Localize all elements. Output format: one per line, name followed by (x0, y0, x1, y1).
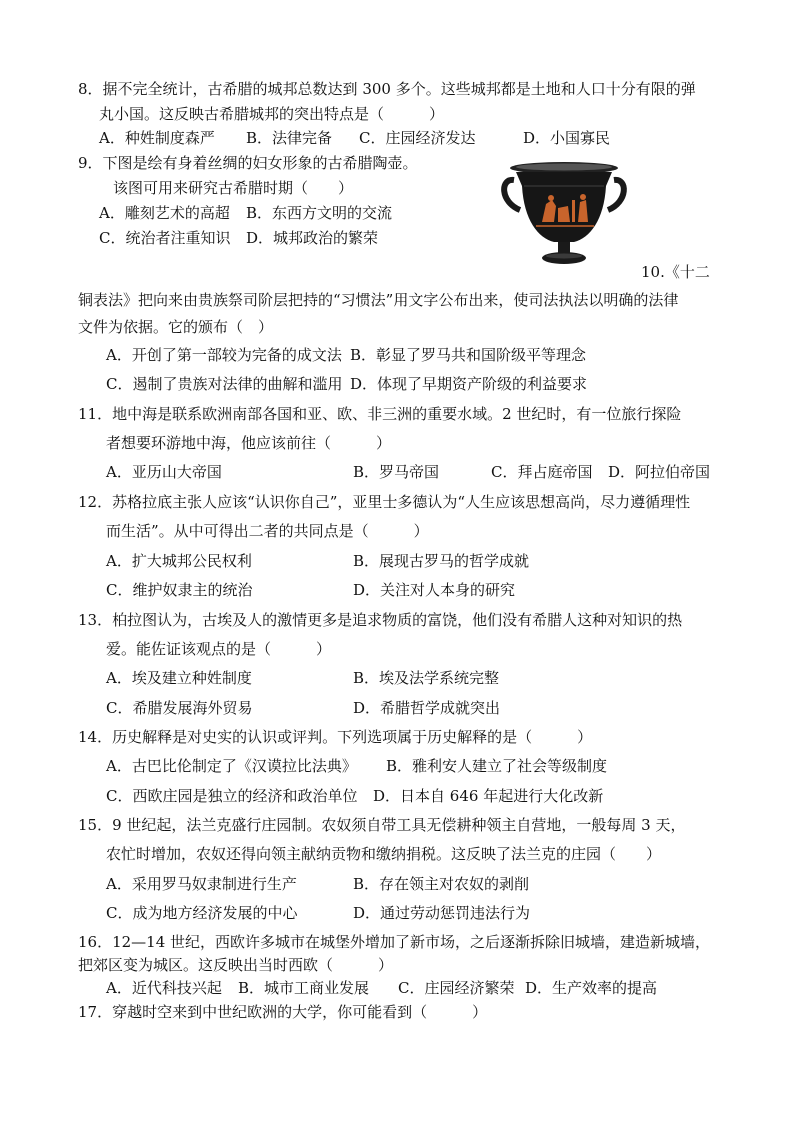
q16-option-c: C．庄园经济繁荣 (398, 979, 515, 997)
q15-option-c: C．成为地方经济发展的中心 (106, 904, 298, 922)
q10-option-c: C．遏制了贵族对法律的曲解和滥用 (106, 375, 343, 393)
q8-stem-line-2: 丸小国。这反映古希腊城邦的突出特点是（ ） (99, 105, 445, 123)
q10-option-b: B．彰显了罗马共和国阶级平等理念 (350, 346, 587, 364)
q15-option-d: D．通过劳动惩罚违法行为 (353, 904, 531, 922)
q15-stem-line-1: 15．9 世纪起，法兰克盛行庄园制。农奴须自带工具无偿耕种领主自营地，一般每周 3 天， (78, 816, 686, 834)
q9-option-c: C．统治者注重知识 (99, 229, 231, 247)
q13-option-b: B．埃及法学系统完整 (353, 669, 500, 687)
q9-stem-line-1: 9．下图是绘有身着丝绸的妇女形象的古希腊陶壶。 (78, 154, 418, 172)
q11-stem-line-2: 者想要环游地中海，他应该前往（ ） (106, 434, 392, 452)
q12-stem-line-1: 12．苏格拉底主张人应该“认识你自己”，亚里士多德认为“人生应该思想高尚，尽力遵循理性 (78, 493, 691, 511)
q16-option-d: D．生产效率的提高 (525, 979, 658, 997)
q13-option-c: C．希腊发展海外贸易 (106, 699, 253, 717)
q10-stem-line-2: 文件为依据。它的颁布（ ） (78, 318, 274, 336)
q8-stem-line-1: 8．据不完全统计，古希腊的城邦总数达到 300 多个。这些城邦都是土地和人口十分有限的弹 (78, 80, 696, 98)
q12-option-b: B．展现古罗马的哲学成就 (353, 552, 530, 570)
q11-option-b: B．罗马帝国 (353, 463, 440, 481)
q8-option-b: B．法律完备 (246, 129, 333, 147)
q14-option-a: A．古巴比伦制定了《汉谟拉比法典》 (106, 757, 357, 775)
q12-option-a: A．扩大城邦公民权利 (106, 552, 252, 570)
q13-option-a: A．埃及建立种姓制度 (106, 669, 252, 687)
q12-option-c: C．维护奴隶主的统治 (106, 581, 253, 599)
q12-option-d: D．关注对人本身的研究 (353, 581, 516, 599)
q8-option-a: A．种姓制度森严 (99, 129, 215, 147)
q16-option-b: B．城市工商业发展 (238, 979, 370, 997)
q17-stem-line-1: 17．穿越时空来到中世纪欧洲的大学，你可能看到（ ） (78, 1003, 488, 1021)
q11-option-c: C．拜占庭帝国 (491, 463, 593, 481)
q10-stem-start: 10.《十二 (641, 263, 710, 281)
q11-option-d: D．阿拉伯帝国 (608, 463, 711, 481)
q10-option-a: A．开创了第一部较为完备的成文法 (106, 346, 342, 364)
q12-stem-line-2: 而生活”。从中可得出二者的共同点是（ ） (106, 522, 429, 540)
q15-stem-line-2: 农忙时增加，农奴还得向领主献纳贡物和缴纳捐税。这反映了法兰克的庄园（ ） (106, 845, 662, 863)
q16-option-a: A．近代科技兴起 (106, 979, 222, 997)
q13-option-d: D．希腊哲学成就突出 (353, 699, 501, 717)
q15-option-a: A．采用罗马奴隶制进行生产 (106, 875, 297, 893)
q10-stem-line-1: 铜表法》把向来由贵族祭司阶层把持的“习惯法”用文字公布出来，使司法执法以明确的法律 (78, 291, 679, 309)
q9-stem-line-2: 该图可用来研究古希腊时期（ ） (113, 179, 354, 197)
q13-stem-line-1: 13．柏拉图认为，古埃及人的激情更多是追求物质的富饶，他们没有希腊人这种对知识的热 (78, 611, 683, 629)
q14-option-b: B．雅利安人建立了社会等级制度 (386, 757, 608, 775)
q13-stem-line-2: 爱。能佐证该观点的是（ ） (106, 640, 332, 658)
q11-option-a: A．亚历山大帝国 (106, 463, 222, 481)
q15-option-b: B．存在领主对农奴的剥削 (353, 875, 530, 893)
q14-option-d: D．日本自 646 年起进行大化改新 (373, 787, 604, 805)
q9-option-a: A．雕刻艺术的高超 (99, 204, 230, 222)
q14-stem-line-1: 14．历史解释是对史实的认识或评判。下列选项属于历史解释的是（ ） (78, 728, 593, 746)
q10-option-d: D．体现了早期资产阶级的利益要求 (350, 375, 588, 393)
q16-stem-line-2: 把郊区变为城区。这反映出当时西欧（ ） (78, 956, 394, 974)
q8-option-c: C．庄园经济发达 (359, 129, 476, 147)
q11-stem-line-1: 11．地中海是联系欧洲南部各国和亚、欧、非三洲的重要水域。2 世纪时，有一位旅行探险 (78, 405, 682, 423)
q8-option-d: D．小国寡民 (523, 129, 611, 147)
q14-option-c: C．西欧庄园是独立的经济和政治单位 (106, 787, 358, 805)
greek-vase-image (498, 160, 630, 272)
q9-option-b: B．东西方文明的交流 (246, 204, 393, 222)
q16-stem-line-1: 16．12—14 世纪，西欧许多城市在城堡外增加了新市场，之后逐渐拆除旧城墙，建造新城墙， (78, 933, 711, 951)
q9-option-d: D．城邦政治的繁荣 (246, 229, 379, 247)
